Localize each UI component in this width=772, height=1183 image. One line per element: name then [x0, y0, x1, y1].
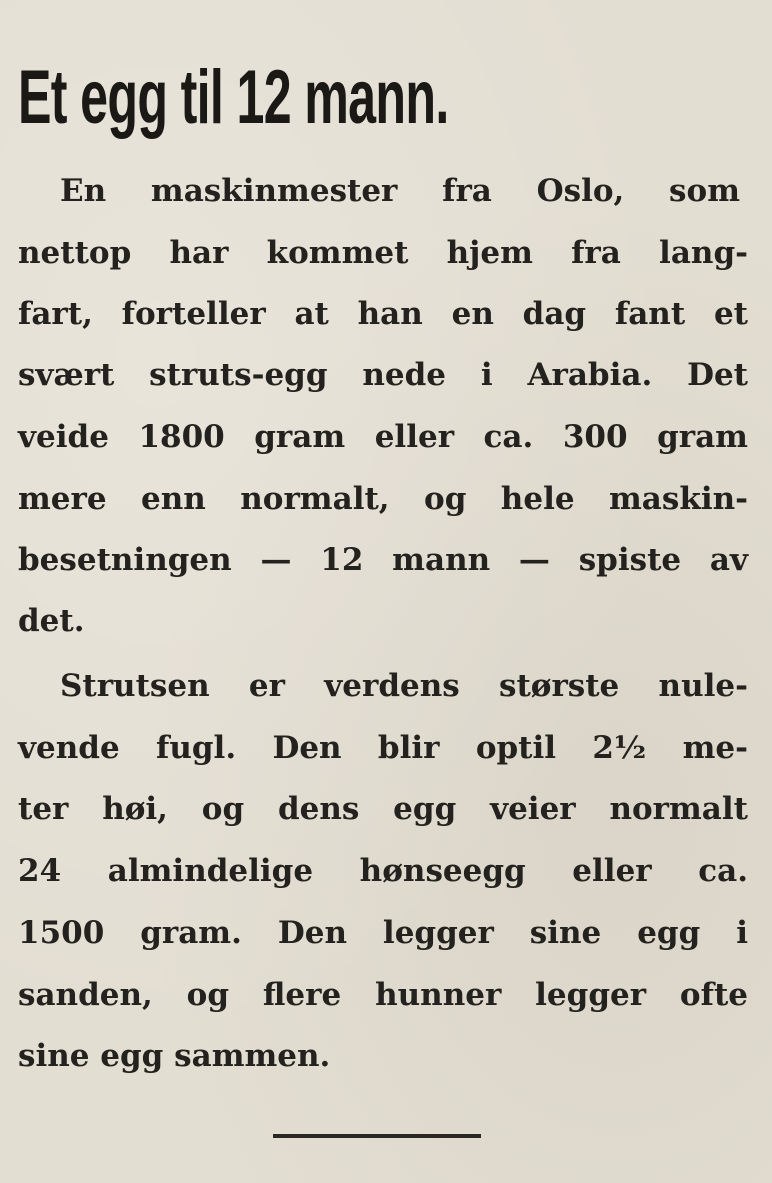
paragraph-2-line-3: ter høi, og dens egg veier normalt	[18, 791, 748, 827]
paragraph-1-line-8: det.	[18, 603, 85, 639]
end-rule	[273, 1134, 481, 1138]
paragraph-2-line-2: vende fugl. Den blir optil 2½ me-	[18, 730, 748, 766]
paragraph-1-line-6: mere enn normalt, og hele maskin-	[18, 481, 748, 517]
paragraph-1-line-2: nettop har kommet hjem fra lang-	[18, 235, 748, 271]
paragraph-1-line-1: En maskinmester fra Oslo, som	[60, 173, 740, 209]
paragraph-1-line-3: fart, forteller at han en dag fant et	[18, 296, 748, 332]
paragraph-1-line-4: svært struts-egg nede i Arabia. Det	[18, 357, 748, 393]
paragraph-2-line-7: sine egg sammen.	[18, 1038, 331, 1074]
paragraph-2-line-6: sanden, og flere hunner legger ofte	[18, 977, 748, 1013]
paragraph-1-line-5: veide 1800 gram eller ca. 300 gram	[18, 419, 748, 455]
paragraph-1-line-7: besetningen — 12 mann — spiste av	[18, 542, 748, 578]
paragraph-2-line-4: 24 almindelige hønseegg eller ca.	[18, 853, 748, 889]
headline: Et egg til 12 mann.	[18, 55, 449, 140]
paragraph-2-line-1: Strutsen er verdens største nule-	[60, 668, 748, 704]
paragraph-2-line-5: 1500 gram. Den legger sine egg i	[18, 915, 748, 951]
